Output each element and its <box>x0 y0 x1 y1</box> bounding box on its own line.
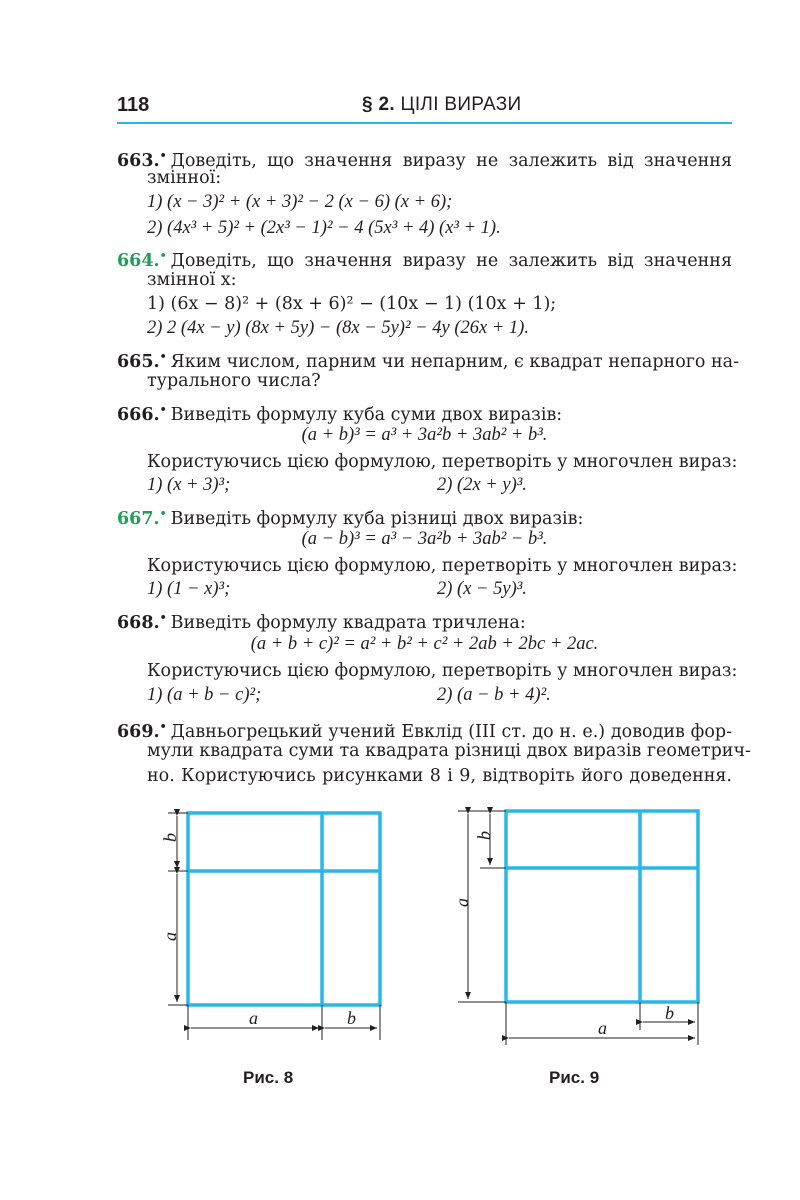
difficulty-dot: • <box>159 350 167 363</box>
exercise-664-item1: 1) (6x − 8)² + (8x + 6)² − (10x − 1) (10x + 1); <box>147 294 557 314</box>
exercise-664-item2: 2) 2 (4x − y) (8x + 5y) − (8x − 5y)² − 4y (26x + 1). <box>147 318 529 338</box>
exercise-669-line2: мули квадрата суми та квадрата різниці двох виразів геометрич- <box>147 741 751 761</box>
figure-9-caption: Рис. 9 <box>549 1068 600 1087</box>
exercise-664-line2: змінної x: <box>147 270 237 290</box>
figure-9 <box>450 800 720 1050</box>
exercise-667-line2: Користуючись цією формулою, перетворіть у многочлен вираз: <box>147 556 738 576</box>
exercise-number: 666. <box>117 405 160 425</box>
exercise-667-item2: 2) (x − 5y)³. <box>437 579 527 599</box>
difficulty-dot: • <box>159 611 167 624</box>
exercise-666-item2: 2) (2x + y)³. <box>437 475 527 495</box>
exercise-number: 667. <box>117 509 160 529</box>
difficulty-dot: • <box>159 720 167 733</box>
exercise-number: 663. <box>117 151 160 171</box>
exercise-666-formula: (a + b)³ = a³ + 3a²b + 3ab² + b³. <box>301 425 548 445</box>
section-mark: § 2. <box>362 94 395 115</box>
fig8-label-a-bottom: a <box>249 1008 258 1028</box>
exercise-663-line2: змінної: <box>147 168 222 188</box>
exercise-text: Доведіть, що значення виразу не залежить від значення <box>170 151 732 171</box>
exercise-text: Доведіть, що значення виразу не залежить від значення <box>170 251 732 271</box>
section-title-text: ЦІЛІ ВИРАЗИ <box>400 94 522 115</box>
difficulty-dot: • <box>159 149 167 162</box>
exercise-number: 665. <box>117 352 160 372</box>
difficulty-dot: • <box>159 507 167 520</box>
figure-8-caption: Рис. 8 <box>243 1068 294 1087</box>
page-header <box>117 94 732 124</box>
exercise-668-line2: Користуючись цією формулою, перетворіть у многочлен вираз: <box>147 661 738 681</box>
exercise-666-line1 <box>117 399 732 426</box>
exercise-number: 669. <box>117 722 160 742</box>
exercise-668-item1: 1) (a + b − c)²; <box>147 685 262 705</box>
fig9-label-b-side: b <box>474 831 494 840</box>
exercise-667-line1 <box>117 503 732 530</box>
exercise-668-formula: (a + b + c)² = a² + b² + c² + 2ab + 2bc + 2ac. <box>250 634 599 654</box>
exercise-text: Давньогрецький учений Евклід (III ст. до н. е.) доводив фор- <box>170 722 732 742</box>
section-title <box>362 94 521 116</box>
fig8-label-b-bottom: b <box>347 1008 356 1028</box>
exercise-668-line1 <box>117 607 732 634</box>
difficulty-dot: • <box>159 403 167 416</box>
exercise-text: Виведіть формулу куба різниці двох виразів: <box>170 509 584 529</box>
difficulty-dot: • <box>159 249 167 262</box>
figure-8 <box>150 800 400 1050</box>
fig9-label-b-bottom: b <box>665 1003 674 1023</box>
exercise-number: 668. <box>117 613 160 633</box>
exercise-669-line1 <box>117 716 732 743</box>
exercise-667-formula: (a − b)³ = a³ − 3a²b + 3ab² − b³. <box>301 529 548 549</box>
fig9-square <box>506 811 698 1002</box>
exercise-669-line3: но. Користуючись рисунками 8 і 9, відтворіть його доведення. <box>147 766 732 786</box>
exercise-666-line2: Користуючись цією формулою, перетворіть у многочлен вираз: <box>147 452 738 472</box>
exercise-664-line1 <box>117 245 732 272</box>
exercise-text: Виведіть формулу куба суми двох виразів: <box>170 405 563 425</box>
exercise-663-item1: 1) (x − 3)² + (x + 3)² − 2 (x − 6) (x + 6); <box>147 192 453 212</box>
exercise-number: 664. <box>117 251 160 271</box>
page-number: 118 <box>117 94 150 116</box>
exercise-text: Яким числом, парним чи непарним, є квадрат непарного на- <box>170 352 740 372</box>
exercise-666-item1: 1) (x + 3)³; <box>147 475 231 495</box>
exercise-667-item1: 1) (1 − x)³; <box>147 579 231 599</box>
fig8-label-b-side: b <box>160 833 180 842</box>
exercise-665-line2: турального числа? <box>147 371 321 391</box>
fig8-label-a-side: a <box>160 932 180 941</box>
exercise-663-item2: 2) (4x³ + 5)² + (2x³ − 1)² − 4 (5x³ + 4) (x³ + 1). <box>147 218 501 238</box>
exercise-668-item2: 2) (a − b + 4)². <box>437 685 551 705</box>
fig9-label-a-side: a <box>452 898 472 907</box>
exercise-665-line1 <box>117 346 740 373</box>
fig8-square <box>188 813 380 1005</box>
exercise-text: Виведіть формулу квадрата тричлена: <box>170 613 526 633</box>
fig9-label-a-bottom: a <box>598 1018 607 1038</box>
